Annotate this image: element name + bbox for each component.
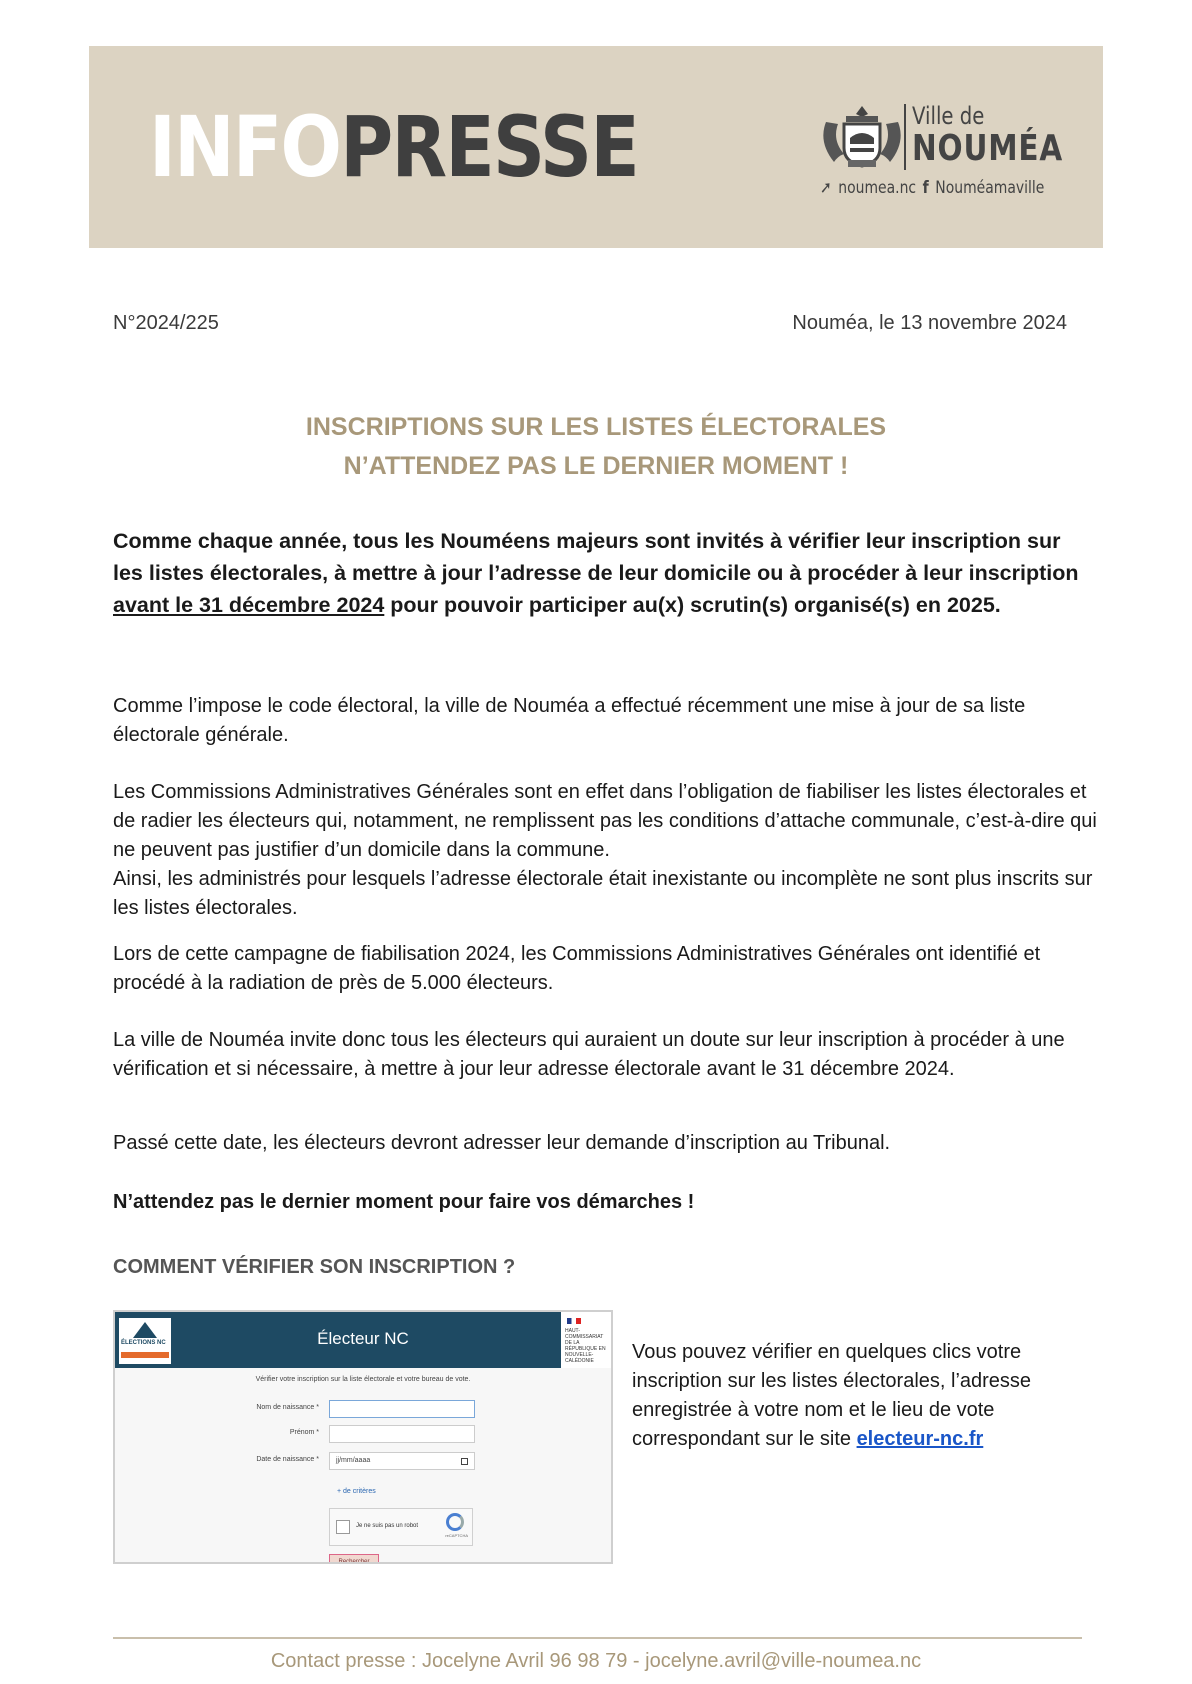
section-heading: COMMENT VÉRIFIER SON INSCRIPTION ?	[113, 1256, 516, 1278]
paragraph-1: Comme l’impose le code électoral, la ville de Nouméa a effectué récemment une mise à jour de sa liste électorale générale.	[113, 695, 1026, 746]
footer-divider	[113, 1637, 1082, 1639]
more-criteria-link[interactable]: + de critères	[337, 1488, 376, 1495]
label-prenom: Prénom *	[289, 1429, 319, 1436]
facebook-icon: f	[922, 178, 929, 198]
verification-text	[632, 1338, 1092, 1454]
page-title	[100, 408, 1092, 486]
paragraph-5: La ville de Nouméa invite donc tous les électeurs qui auraient un doute sur leur inscription à procéder à une vérification et si nécessaire, à mettre à jour leur adresse électorale avant le 31 décembre 2024.	[113, 1029, 1065, 1080]
captcha-label: Je ne suis pas un robot	[356, 1523, 419, 1529]
haut-commissariat-logo	[561, 1312, 611, 1368]
date-placeholder: jj/mm/aaaa	[336, 1457, 371, 1464]
haut-commissariat-text: HAUT-COMMISSARIAT DE LA RÉPUBLIQUE EN NOUVELLE-CALÉDONIE	[565, 1328, 606, 1364]
ville-noumea-logo	[816, 102, 1064, 202]
press-contact: Contact presse : Jocelyne Avril 96 98 79 - jocelyne.avril@ville-noumea.nc	[270, 1650, 922, 1672]
press-release-date: Nouméa, le 13 novembre 2024	[792, 312, 1067, 334]
recaptcha-brand: reCAPTCHA	[445, 1533, 468, 1538]
recaptcha-box	[329, 1508, 473, 1546]
label-nom: Nom de naissance *	[256, 1404, 319, 1411]
logo-ville-de: Ville de	[912, 102, 985, 130]
paragraph-3: Ainsi, les administrés pour lesquels l’adresse électorale était inexistante ou incomplète ne sont plus inscrits sur les listes électorales.	[113, 868, 1093, 919]
captcha-checkbox[interactable]	[336, 1520, 350, 1534]
header-banner	[89, 46, 1103, 248]
lead-part-1: Comme chaque année, tous les Nouméens majeurs sont invités à vérifier leur inscription sur les listes électorales, à mettre à jour l’adresse de leur domicile ou à procéder à leur inscription	[113, 529, 1079, 585]
brand-word-presse: PRESSE	[340, 98, 638, 196]
call-to-action: N’attendez pas le dernier moment pour faire vos démarches !	[113, 1191, 695, 1213]
brand-title	[149, 98, 638, 196]
send-icon: ➚	[820, 178, 832, 198]
screenshot-title: Électeur NC	[317, 1329, 409, 1348]
logo-socials	[820, 178, 1051, 198]
recaptcha-icon	[446, 1513, 464, 1531]
logo-bar	[121, 1352, 169, 1358]
elections-nc-text: ÉLECTIONS NC	[121, 1340, 166, 1346]
lead-part-2: pour pouvoir participer au(x) scrutin(s) organisé(s) en 2025.	[384, 593, 1001, 617]
screenshot-header	[115, 1312, 611, 1368]
paragraph-4: Lors de cette campagne de fiabilisation 2024, les Commissions Administratives Générales ont identifié et procédé à la radiation de près de 5.000 électeurs.	[113, 943, 1041, 994]
nom-input[interactable]	[329, 1400, 475, 1418]
screenshot-subtitle: Vérifier votre inscription sur la liste électorale et votre bureau de vote.	[255, 1376, 471, 1383]
prenom-input[interactable]	[329, 1425, 475, 1443]
city-crest-icon	[816, 102, 908, 172]
electeur-nc-screenshot	[113, 1310, 613, 1564]
paragraph-2: Les Commissions Administratives Générales sont en effet dans l’obligation de fiabiliser les listes électorales et de radier les électeurs qui, notamment, ne remplissent pas les conditions d’attache communale, c’est-à-dire qui ne peuvent pas justifier d’un domicile dans la commune.	[113, 781, 1097, 861]
verification-sentence: Vous pouvez vérifier en quelques clics votre inscription sur les listes électorales, l’adresse enregistrée à votre nom et le lieu de vote correspondant sur le site	[632, 1341, 1032, 1450]
lead-paragraph	[113, 525, 1088, 621]
search-button[interactable]: Rechercher	[329, 1554, 379, 1564]
electeur-nc-link[interactable]: electeur-nc.fr	[856, 1428, 984, 1450]
lead-deadline: avant le 31 décembre 2024	[113, 593, 385, 617]
flag-icon	[567, 1318, 581, 1324]
label-date: Date de naissance *	[256, 1456, 319, 1463]
website-link[interactable]: noumea.nc	[838, 178, 917, 198]
brand-word-info: INFO	[149, 98, 341, 196]
paragraph-6: Passé cette date, les électeurs devront adresser leur demande d’inscription au Tribunal.	[113, 1132, 891, 1154]
facebook-page[interactable]: Nouméamaville	[935, 178, 1045, 198]
title-line-2: N’ATTENDEZ PAS LE DERNIER MOMENT !	[343, 452, 849, 480]
calendar-icon[interactable]	[461, 1458, 468, 1465]
press-release-number: N°2024/225	[113, 312, 219, 334]
title-line-1: INSCRIPTIONS SUR LES LISTES ÉLECTORALES	[305, 413, 887, 441]
logo-divider	[904, 104, 906, 170]
logo-noumea: NOUMÉA	[912, 128, 1064, 169]
date-input[interactable]	[329, 1452, 475, 1470]
